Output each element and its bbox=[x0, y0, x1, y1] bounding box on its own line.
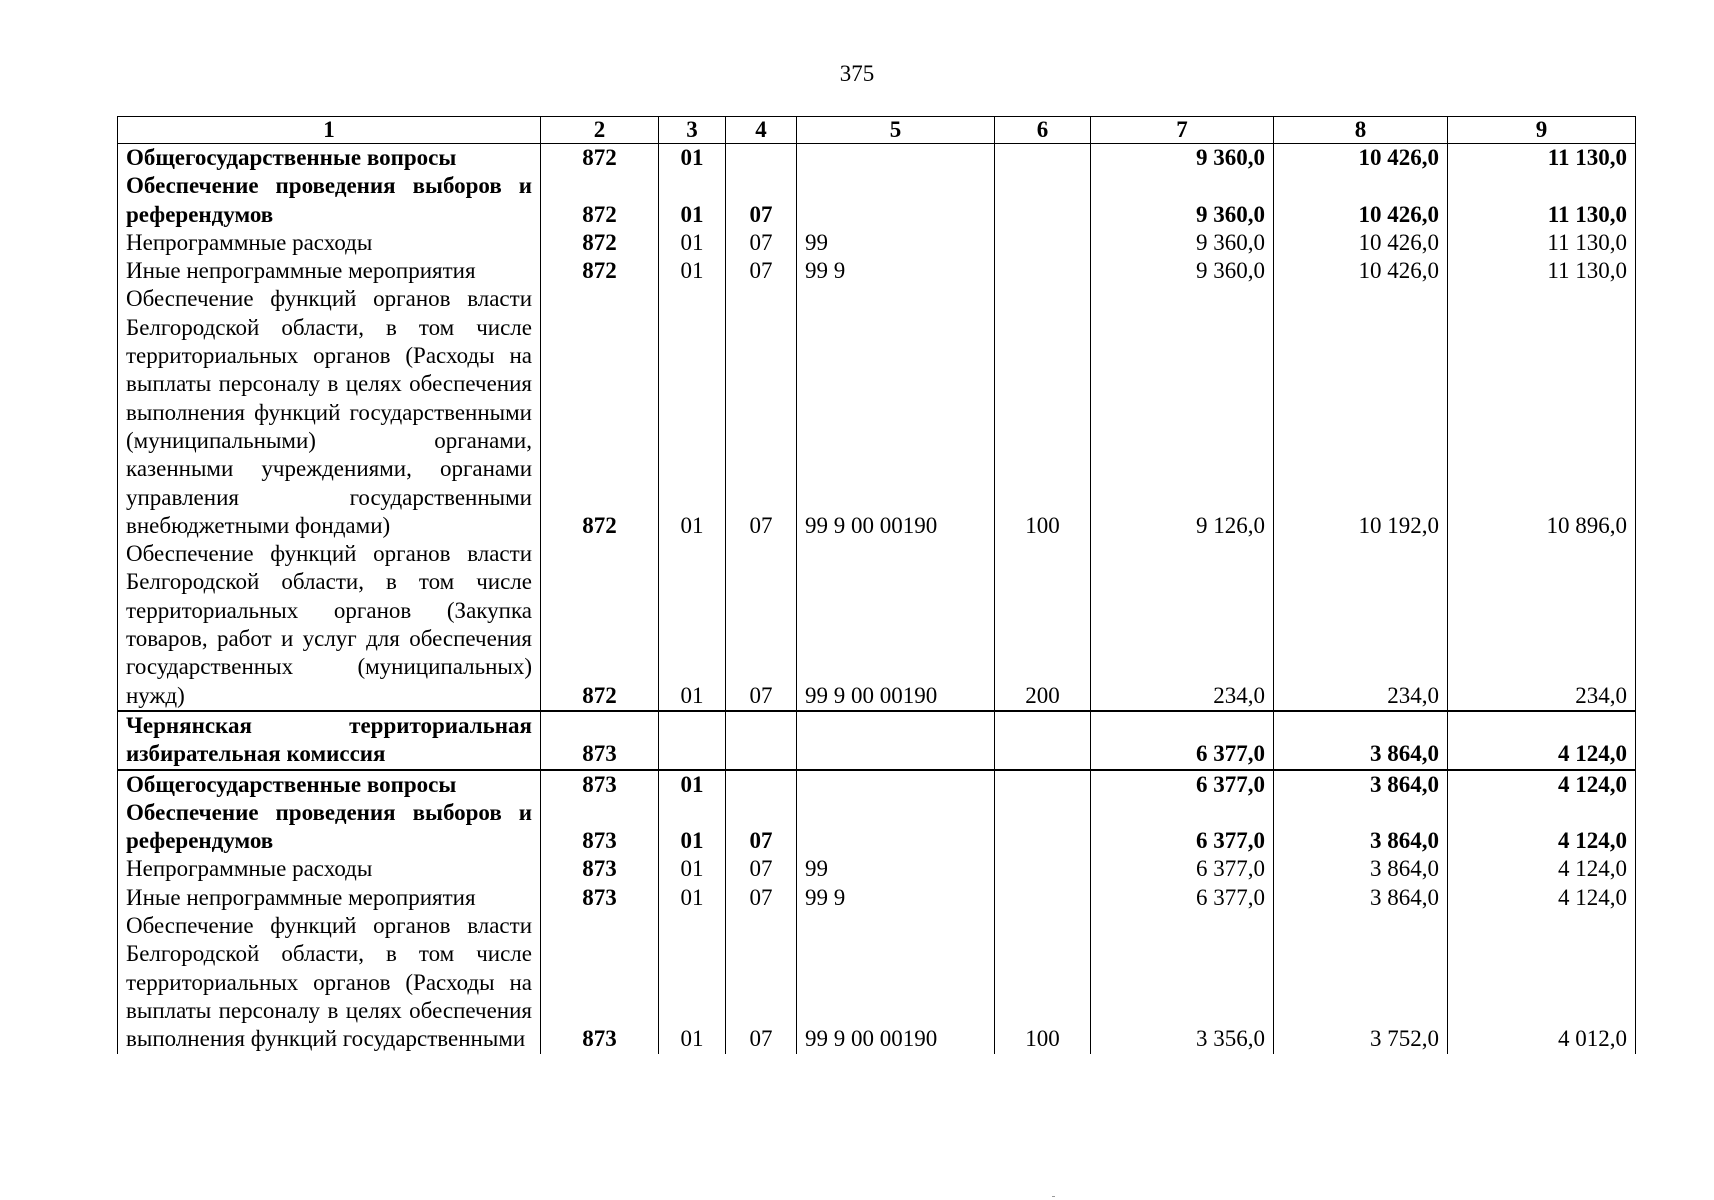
amount-year-2-cell: 234,0 bbox=[1274, 540, 1448, 711]
ministry-code-cell: 872 bbox=[541, 172, 659, 229]
amount-year-3-cell: 4 124,0 bbox=[1448, 855, 1636, 883]
amount-year-3-cell: 4 124,0 bbox=[1448, 770, 1636, 799]
subsection-code-cell bbox=[726, 144, 797, 173]
subsection-code-cell: 07 bbox=[726, 172, 797, 229]
section-code-cell: 01 bbox=[659, 144, 726, 173]
subsection-code-cell: 07 bbox=[726, 257, 797, 285]
header-cell-7: 7 bbox=[1091, 117, 1274, 144]
table-row bbox=[118, 285, 1636, 540]
amount-year-2-cell: 3 864,0 bbox=[1274, 855, 1448, 883]
section-code-cell: 01 bbox=[659, 229, 726, 257]
ministry-code-cell: 873 bbox=[541, 799, 659, 856]
section-code-cell: 01 bbox=[659, 912, 726, 1053]
target-article-cell bbox=[797, 144, 995, 173]
expense-type-cell bbox=[995, 172, 1091, 229]
scan-artifact bbox=[1052, 1196, 1055, 1197]
ministry-code-cell: 872 bbox=[541, 540, 659, 711]
row-name-cell: Обеспечение функций органов власти Белгородской области, в том числе территориальных органов (Расходы на выплаты персоналу в целях обеспечения выполнения функций государственными (муниципальными) органами, казенными учреждениями, органами управления государственными внебюджетными фондами) bbox=[118, 285, 541, 540]
target-article-cell: 99 9 00 00190 bbox=[797, 912, 995, 1053]
amount-year-3-cell: 11 130,0 bbox=[1448, 229, 1636, 257]
header-cell-2: 2 bbox=[541, 117, 659, 144]
amount-year-3-cell: 4 124,0 bbox=[1448, 799, 1636, 856]
section-code-cell: 01 bbox=[659, 540, 726, 711]
expense-type-cell bbox=[995, 799, 1091, 856]
row-name-cell: Чернянская территориальная избирательная комиссия bbox=[118, 711, 541, 770]
amount-year-3-cell: 11 130,0 bbox=[1448, 144, 1636, 173]
table-header-row bbox=[118, 117, 1636, 144]
table-row bbox=[118, 912, 1636, 1053]
row-name-cell: Иные непрограммные мероприятия bbox=[118, 257, 541, 285]
ministry-code-cell: 872 bbox=[541, 257, 659, 285]
table-row bbox=[118, 770, 1636, 799]
header-cell-8: 8 bbox=[1274, 117, 1448, 144]
amount-year-2-cell: 10 426,0 bbox=[1274, 144, 1448, 173]
subsection-code-cell: 07 bbox=[726, 229, 797, 257]
section-code-cell: 01 bbox=[659, 855, 726, 883]
amount-year-3-cell: 4 012,0 bbox=[1448, 912, 1636, 1053]
header-cell-9: 9 bbox=[1448, 117, 1636, 144]
subsection-code-cell bbox=[726, 711, 797, 770]
table-row bbox=[118, 144, 1636, 173]
header-cell-3: 3 bbox=[659, 117, 726, 144]
expense-type-cell bbox=[995, 257, 1091, 285]
amount-year-3-cell: 11 130,0 bbox=[1448, 257, 1636, 285]
amount-year-3-cell: 4 124,0 bbox=[1448, 711, 1636, 770]
expense-type-cell bbox=[995, 770, 1091, 799]
row-name-cell: Обеспечение функций органов власти Белгородской области, в том числе территориальных органов (Расходы на выплаты персоналу в целях обеспечения выполнения функций государственными bbox=[118, 912, 541, 1053]
amount-year-2-cell: 3 864,0 bbox=[1274, 884, 1448, 912]
amount-year-1-cell: 6 377,0 bbox=[1091, 770, 1274, 799]
subsection-code-cell: 07 bbox=[726, 912, 797, 1053]
row-name-cell: Общегосударственные вопросы bbox=[118, 770, 541, 799]
amount-year-1-cell: 9 360,0 bbox=[1091, 172, 1274, 229]
target-article-cell: 99 9 00 00190 bbox=[797, 285, 995, 540]
amount-year-2-cell: 10 426,0 bbox=[1274, 257, 1448, 285]
amount-year-3-cell: 234,0 bbox=[1448, 540, 1636, 711]
expense-type-cell: 100 bbox=[995, 912, 1091, 1053]
target-article-cell: 99 9 bbox=[797, 257, 995, 285]
subsection-code-cell: 07 bbox=[726, 799, 797, 856]
expense-type-cell: 100 bbox=[995, 285, 1091, 540]
row-name-cell: Иные непрограммные мероприятия bbox=[118, 884, 541, 912]
target-article-cell bbox=[797, 770, 995, 799]
section-code-cell: 01 bbox=[659, 884, 726, 912]
section-code-cell bbox=[659, 711, 726, 770]
subsection-code-cell bbox=[726, 770, 797, 799]
amount-year-2-cell: 3 864,0 bbox=[1274, 711, 1448, 770]
table-row bbox=[118, 229, 1636, 257]
row-name-cell: Обеспечение проведения выборов и референдумов bbox=[118, 799, 541, 856]
target-article-cell: 99 bbox=[797, 229, 995, 257]
table-row bbox=[118, 257, 1636, 285]
amount-year-3-cell: 10 896,0 bbox=[1448, 285, 1636, 540]
amount-year-1-cell: 6 377,0 bbox=[1091, 799, 1274, 856]
amount-year-2-cell: 10 426,0 bbox=[1274, 172, 1448, 229]
page-number: 375 bbox=[839, 61, 875, 86]
expense-type-cell bbox=[995, 884, 1091, 912]
section-code-cell: 01 bbox=[659, 770, 726, 799]
header-cell-4: 4 bbox=[726, 117, 797, 144]
amount-year-1-cell: 9 360,0 bbox=[1091, 229, 1274, 257]
section-code-cell: 01 bbox=[659, 799, 726, 856]
table-row bbox=[118, 799, 1636, 856]
row-name-cell: Общегосударственные вопросы bbox=[118, 144, 541, 173]
amount-year-1-cell: 9 360,0 bbox=[1091, 257, 1274, 285]
ministry-code-cell: 872 bbox=[541, 229, 659, 257]
target-article-cell: 99 bbox=[797, 855, 995, 883]
amount-year-2-cell: 10 192,0 bbox=[1274, 285, 1448, 540]
amount-year-1-cell: 234,0 bbox=[1091, 540, 1274, 711]
target-article-cell bbox=[797, 799, 995, 856]
table-row bbox=[118, 711, 1636, 770]
section-code-cell: 01 bbox=[659, 257, 726, 285]
table-row bbox=[118, 884, 1636, 912]
ministry-code-cell: 873 bbox=[541, 912, 659, 1053]
section-code-cell: 01 bbox=[659, 172, 726, 229]
row-name-cell: Непрограммные расходы bbox=[118, 229, 541, 257]
ministry-code-cell: 873 bbox=[541, 855, 659, 883]
expense-type-cell bbox=[995, 144, 1091, 173]
header-cell-6: 6 bbox=[995, 117, 1091, 144]
ministry-code-cell: 872 bbox=[541, 285, 659, 540]
expense-type-cell bbox=[995, 229, 1091, 257]
ministry-code-cell: 873 bbox=[541, 770, 659, 799]
row-name-cell: Обеспечение функций органов власти Белгородской области, в том числе территориальных органов (Закупка товаров, работ и услуг для обеспечения государственных (муниципальных) нужд) bbox=[118, 540, 541, 711]
table-row bbox=[118, 540, 1636, 711]
subsection-code-cell: 07 bbox=[726, 540, 797, 711]
expense-type-cell bbox=[995, 711, 1091, 770]
amount-year-1-cell: 9 126,0 bbox=[1091, 285, 1274, 540]
table-row bbox=[118, 855, 1636, 883]
expense-type-cell bbox=[995, 855, 1091, 883]
target-article-cell bbox=[797, 711, 995, 770]
amount-year-2-cell: 10 426,0 bbox=[1274, 229, 1448, 257]
amount-year-2-cell: 3 752,0 bbox=[1274, 912, 1448, 1053]
subsection-code-cell: 07 bbox=[726, 855, 797, 883]
amount-year-1-cell: 6 377,0 bbox=[1091, 855, 1274, 883]
amount-year-1-cell: 3 356,0 bbox=[1091, 912, 1274, 1053]
ministry-code-cell: 873 bbox=[541, 884, 659, 912]
budget-table bbox=[117, 116, 1636, 1054]
ministry-code-cell: 872 bbox=[541, 144, 659, 173]
amount-year-1-cell: 6 377,0 bbox=[1091, 884, 1274, 912]
amount-year-1-cell: 9 360,0 bbox=[1091, 144, 1274, 173]
amount-year-3-cell: 4 124,0 bbox=[1448, 884, 1636, 912]
target-article-cell: 99 9 00 00190 bbox=[797, 540, 995, 711]
ministry-code-cell: 873 bbox=[541, 711, 659, 770]
target-article-cell bbox=[797, 172, 995, 229]
amount-year-1-cell: 6 377,0 bbox=[1091, 711, 1274, 770]
subsection-code-cell: 07 bbox=[726, 285, 797, 540]
subsection-code-cell: 07 bbox=[726, 884, 797, 912]
header-cell-5: 5 bbox=[797, 117, 995, 144]
amount-year-3-cell: 11 130,0 bbox=[1448, 172, 1636, 229]
section-code-cell: 01 bbox=[659, 285, 726, 540]
table-row bbox=[118, 172, 1636, 229]
row-name-cell: Обеспечение проведения выборов и референдумов bbox=[118, 172, 541, 229]
row-name-cell: Непрограммные расходы bbox=[118, 855, 541, 883]
amount-year-2-cell: 3 864,0 bbox=[1274, 799, 1448, 856]
target-article-cell: 99 9 bbox=[797, 884, 995, 912]
expense-type-cell: 200 bbox=[995, 540, 1091, 711]
header-cell-1: 1 bbox=[118, 117, 541, 144]
amount-year-2-cell: 3 864,0 bbox=[1274, 770, 1448, 799]
